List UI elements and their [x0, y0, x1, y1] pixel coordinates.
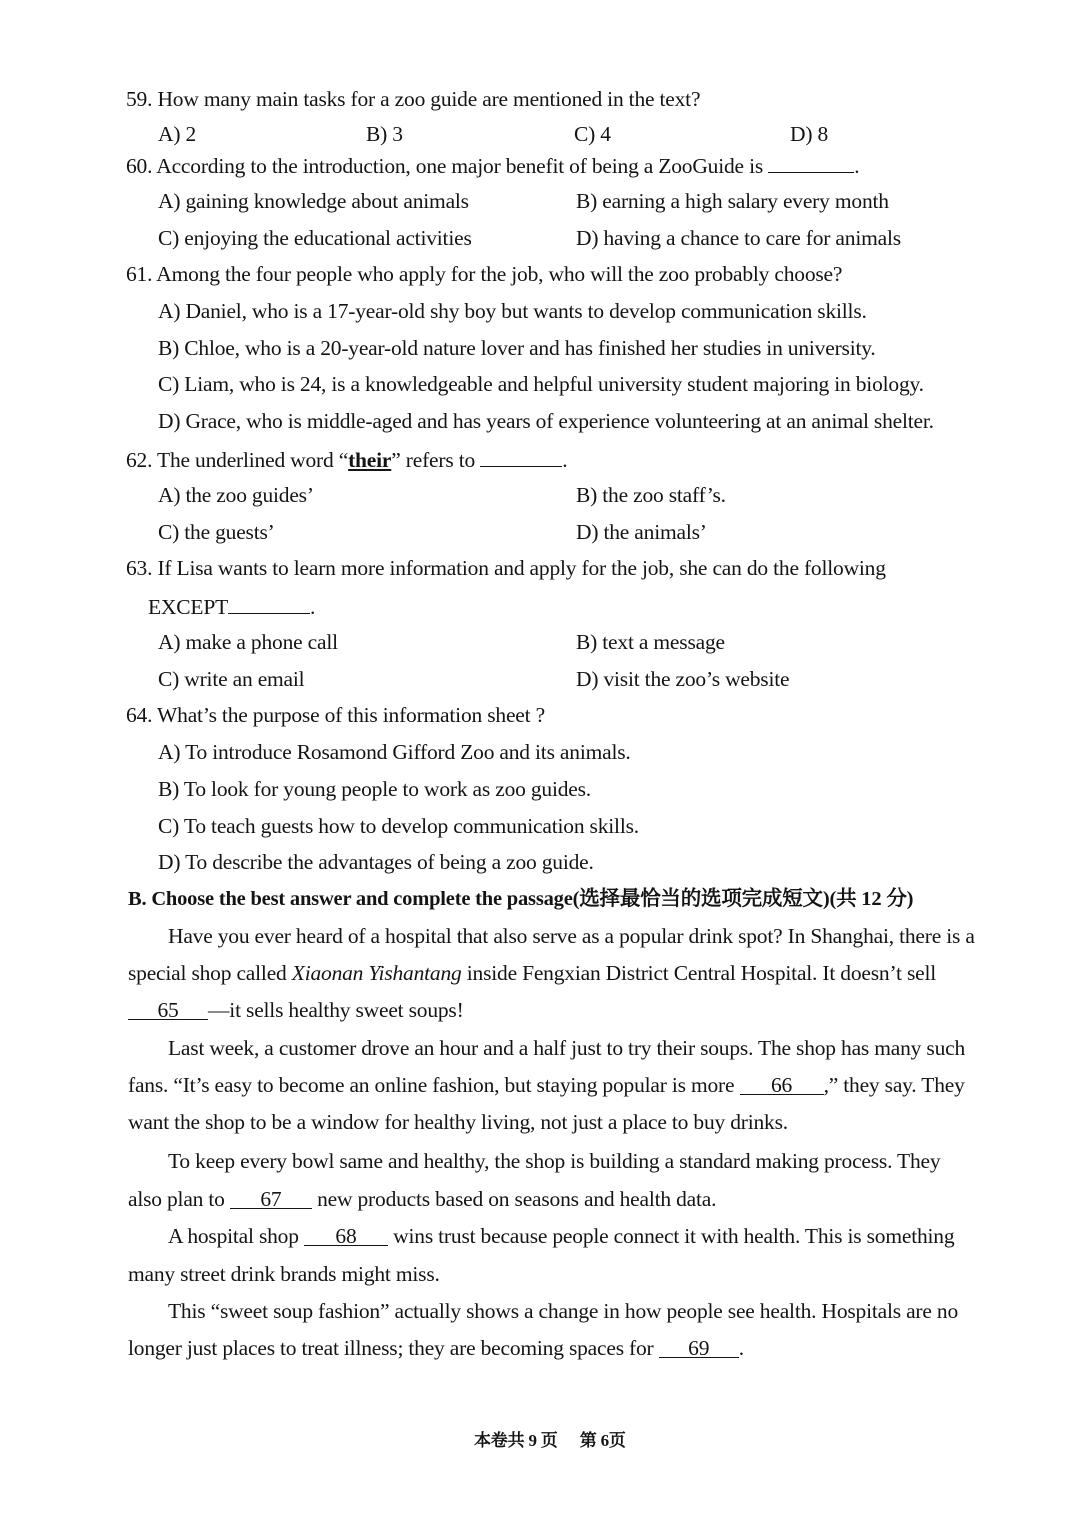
blank-67: 67 [230, 1187, 312, 1209]
q61-option-b: B) Chloe, who is a 20-year-old nature lover and has finished her studies in university. [158, 336, 876, 360]
q62-option-b: B) the zoo staff’s. [576, 483, 726, 507]
q64-option-b: B) To look for young people to work as zoo guides. [158, 777, 591, 801]
passage-text: special shop called [128, 961, 292, 985]
passage-line: Have you ever heard of a hospital that also serve as a popular drink spot? In Shanghai, there is a [168, 924, 975, 948]
passage-line: To keep every bowl same and healthy, the shop is building a standard making process. They [168, 1149, 941, 1173]
passage-text: wins trust because people connect it with health. This is something [393, 1224, 955, 1248]
blank-68: 68 [304, 1224, 388, 1246]
question-62 [126, 445, 567, 473]
q62-option-d: D) the animals’ [576, 520, 707, 544]
page-footer [474, 1428, 626, 1454]
passage-line [128, 1072, 965, 1098]
question-end-period: . [562, 448, 568, 472]
q63-option-c: C) write an email [158, 667, 305, 691]
passage-text: ,” they say. They [823, 1073, 965, 1097]
q59-option-b: B) 3 [366, 122, 403, 146]
passage-text: also plan to [128, 1187, 225, 1211]
passage-line: Last week, a customer drove an hour and a half just to try their soups. The shop has many such [168, 1036, 966, 1060]
q64-option-a: A) To introduce Rosamond Gifford Zoo and its animals. [158, 740, 631, 764]
question-64-stem: 64. What’s the purpose of this information sheet ? [126, 703, 545, 727]
question-63-stem: 63. If Lisa wants to learn more information and apply for the job, she can do the following [126, 556, 886, 580]
blank-65: 65 [128, 998, 208, 1020]
blank-69: 69 [659, 1336, 739, 1358]
q59-option-a: A) 2 [158, 122, 197, 146]
q60-option-a: A) gaining knowledge about animals [158, 189, 469, 213]
page-number-label: 第 6页 [579, 1431, 626, 1450]
passage-text: fans. “It’s easy to become an online fashion, but staying popular is more [128, 1073, 735, 1097]
passage-text: inside Fengxian District Central Hospital. It doesn’t sell [461, 961, 937, 985]
shop-name: Xiaonan Yishantang [291, 961, 462, 985]
question-62-stem-start: 62. The underlined word “ [126, 448, 349, 472]
question-63-stem-cont [148, 592, 315, 620]
q60-option-c: C) enjoying the educational activities [158, 226, 472, 250]
q59-option-c: C) 4 [574, 122, 611, 146]
passage-text: new products based on seasons and health data. [317, 1187, 717, 1211]
passage-line [168, 1223, 954, 1249]
answer-blank [480, 445, 562, 467]
q59-option-d: D) 8 [790, 122, 829, 146]
section-b-heading: B. Choose the best answer and complete the passage(选择最恰当的选项完成短文)(共 12 分) [128, 888, 914, 910]
question-60 [126, 151, 859, 179]
except-word: EXCEPT [148, 595, 229, 619]
q64-option-d: D) To describe the advantages of being a zoo guide. [158, 850, 594, 874]
blank-66: 66 [740, 1073, 824, 1095]
question-60-stem: 60. According to the introduction, one major benefit of being a ZooGuide is [126, 154, 764, 178]
question-62-stem-end: ” refers to [391, 448, 476, 472]
passage-text: . [738, 1336, 744, 1360]
question-59-stem: 59. How many main tasks for a zoo guide are mentioned in the text? [126, 87, 701, 111]
q63-option-b: B) text a message [576, 630, 725, 654]
passage-line: many street drink brands might miss. [128, 1262, 440, 1286]
answer-blank [768, 151, 854, 173]
q64-option-c: C) To teach guests how to develop communication skills. [158, 814, 639, 838]
passage-line: This “sweet soup fashion” actually shows a change in how people see health. Hospitals are no [168, 1299, 959, 1323]
q63-option-d: D) visit the zoo’s website [576, 667, 790, 691]
question-61-stem: 61. Among the four people who apply for the job, who will the zoo probably choose? [126, 262, 843, 286]
passage-line [128, 1335, 744, 1361]
q62-option-a: A) the zoo guides’ [158, 483, 314, 507]
passage-line [128, 1186, 716, 1212]
passage-text: A hospital shop [168, 1224, 299, 1248]
q60-option-d: D) having a chance to care for animals [576, 226, 901, 250]
q62-option-c: C) the guests’ [158, 520, 275, 544]
q63-option-a: A) make a phone call [158, 630, 338, 654]
passage-line: want the shop to be a window for healthy living, not just a place to buy drinks. [128, 1110, 788, 1134]
question-end-period: . [310, 595, 316, 619]
answer-blank [228, 592, 310, 614]
question-end-period: . [854, 154, 860, 178]
passage-text: —it sells healthy sweet soups! [208, 998, 464, 1022]
q60-option-b: B) earning a high salary every month [576, 189, 889, 213]
q61-option-d: D) Grace, who is middle-aged and has years of experience volunteering at an animal shelter. [158, 409, 934, 433]
q61-option-c: C) Liam, who is 24, is a knowledgeable and helpful university student majoring in biology. [158, 372, 924, 396]
underlined-word: their [348, 448, 392, 472]
q61-option-a: A) Daniel, who is a 17-year-old shy boy but wants to develop communication skills. [158, 299, 867, 323]
total-pages-label: 本卷共 9 页 [474, 1431, 558, 1450]
passage-text: longer just places to treat illness; they are becoming spaces for [128, 1336, 654, 1360]
passage-line [128, 997, 464, 1023]
passage-line [128, 960, 936, 986]
